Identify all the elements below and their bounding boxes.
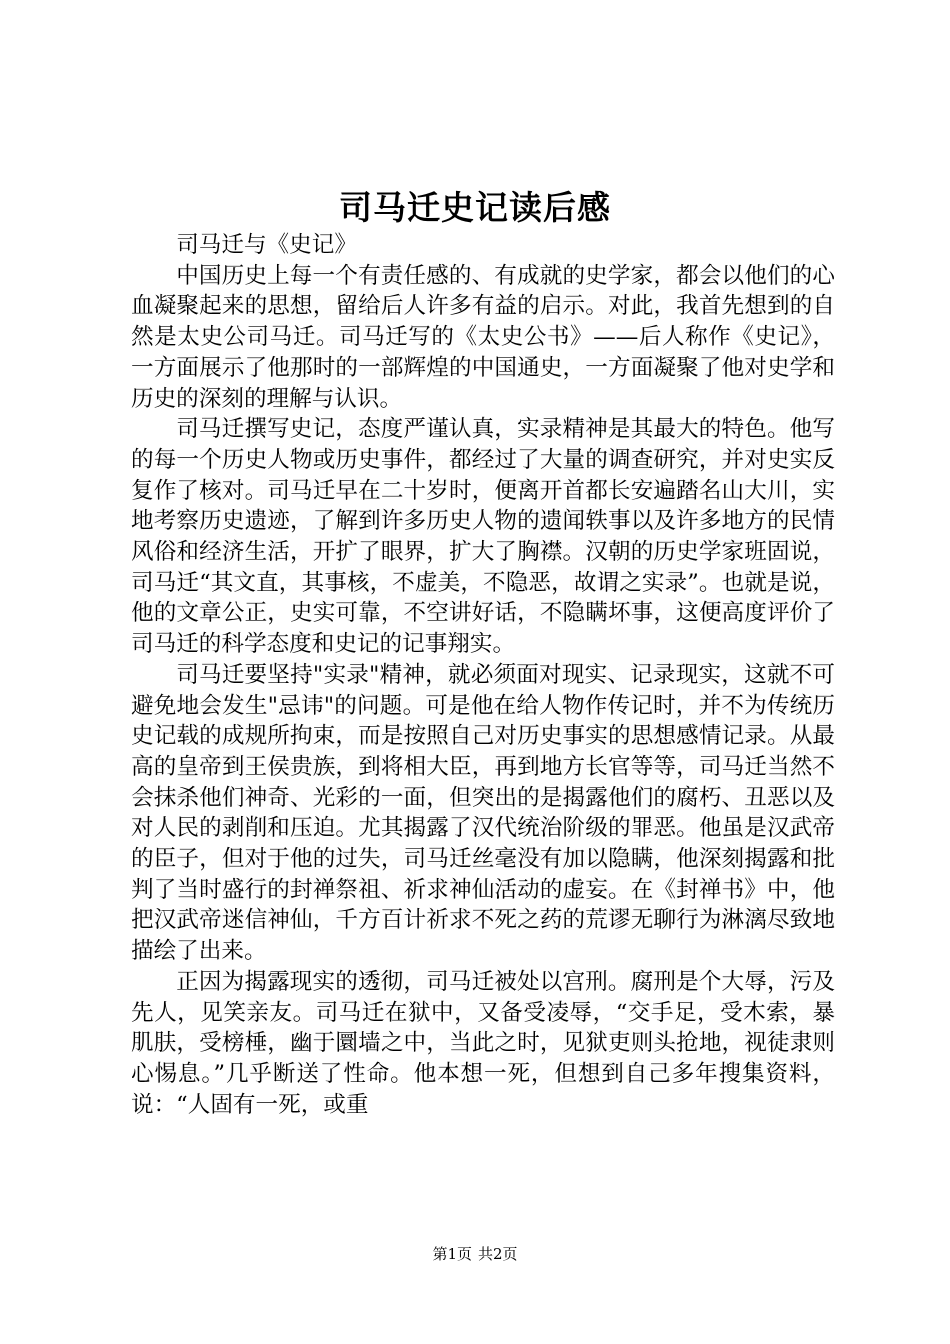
page-footer bbox=[0, 1244, 950, 1264]
paragraph: 司马迁要坚持"实录"精神，就必须面对现实、记录现实，这就不可避免地会发生"忌讳"的问题。可是他在给人物作传记时，并不为传统历史记载的成规所拘束，而是按照自己对历史事实的思想感情记录。从最高的皇帝到王侯贵族，到将相大臣，再到地方长官等等，司马迁当然不会抹杀他们神奇、光彩的一面，但突出的是揭露他们的腐朽、丑恶以及对人民的剥削和压迫。尤其揭露了汉代统治阶级的罪恶。他虽是汉武帝的臣子，但对于他的过失，司马迁丝毫没有加以隐瞒，他深刻揭露和批判了当时盛行的封禅祭祖、祈求神仙活动的虚妄。在《封禅书》中，他把汉武帝迷信神仙，千方百计祈求不死之药的荒谬无聊行为淋漓尽致地描绘了出来。 bbox=[131, 661, 835, 965]
paragraph: 正因为揭露现实的透彻，司马迁被处以宫刑。腐刑是个大辱，污及先人，见笑亲友。司马迁在狱中，又备受凌辱，“交手足，受木索，暴肌肤，受榜棰，幽于圜墙之中，当此之时，见狱吏则头抢地，视徒隶则心惕息。”几乎断送了性命。他本想一死，但想到自己多年搜集资料，说：“人固有一死，或重 bbox=[131, 968, 835, 1118]
paragraph: 司马迁与《史记》 bbox=[176, 232, 357, 258]
page-total: 共2页 bbox=[478, 1245, 518, 1263]
document-title: 司马迁史记读后感 bbox=[339, 188, 611, 227]
page-number: 第1页 bbox=[432, 1245, 472, 1263]
document-body bbox=[131, 230, 835, 1120]
paragraph: 司马迁撰写史记，态度严谨认真，实录精神是其最大的特色。他写的每一个历史人物或历史事件，都经过了大量的调查研究，并对史实反复作了核对。司马迁早在二十岁时，便离开首都长安遍踏名山大川，实地考察历史遗迹，了解到许多历史人物的遗闻轶事以及许多地方的民情风俗和经济生活，开扩了眼界，扩大了胸襟。汉朝的历史学家班固说，司马迁“其文直，其事核，不虚美，不隐恶，故谓之实录”。也就是说，他的文章公正，史实可靠，不空讲好话，不隐瞒坏事，这便高度评价了司马迁的科学态度和史记的记事翔实。 bbox=[131, 416, 835, 658]
paragraph: 中国历史上每一个有责任感的、有成就的史学家，都会以他们的心血凝聚起来的思想，留给后人许多有益的启示。对此，我首先想到的自然是太史公司马迁。司马迁写的《太史公书》——后人称作《史记》，一方面展示了他那时的一部辉煌的中国通史，一方面凝聚了他对史学和历史的深刻的理解与认识。 bbox=[131, 262, 835, 412]
